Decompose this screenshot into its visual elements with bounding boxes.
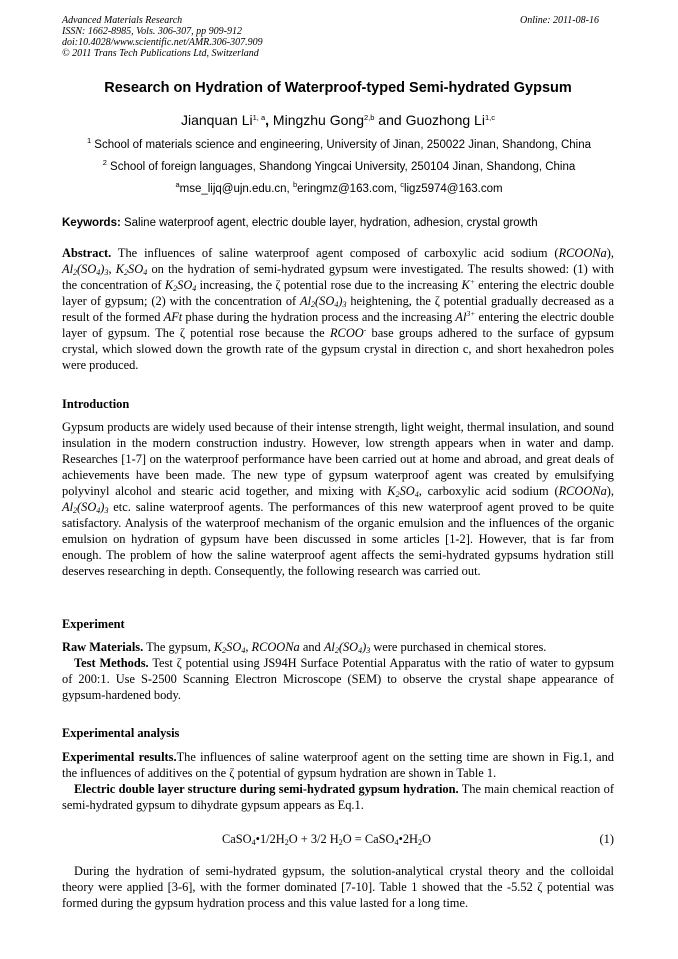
test-methods-label: Test Methods. xyxy=(74,656,149,670)
double-layer-label: Electric double layer structure during semi-hydrated gypsum hydration. xyxy=(74,782,459,796)
author-3: Guozhong Li xyxy=(405,112,485,128)
hydration-paragraph: During the hydration of semi-hydrated gypsum, the solution-analytical crystal theory and the colloidal theory were applied [3-6], with the former dominated [7-10]. Table 1 showed that the -5.52 ζ potential was formed during the gypsum hydration process and this value lasted for a long time. xyxy=(62,864,614,910)
doi-line: doi:10.4028/www.scientific.net/AMR.306-307.909 xyxy=(62,37,263,48)
affiliation-1: $^1$ School of materials science and engineering, University of Jinan, 250022 Jinan, Shandong, China xyxy=(86,136,592,151)
raw-materials-label: Raw Materials. xyxy=(62,640,144,654)
experimental-results-label: Experimental results. xyxy=(62,750,177,764)
experiment-paragraph: Raw Materials. The gypsum, $K_2SO_4$, RCOONa and $Al_2(SO_4)_3$ were purchased in chemical stores. Test Methods. Test ζ potential using JS94H Surface Potential Apparatus with the ratio of water to gypsum of 200:1. Use S-2500 Scanning Electron Microscope (SEM) to observe the crystal shape appearance of gypsum-hardened body. xyxy=(62,640,615,702)
email-link[interactable]: ligz5974@163.com xyxy=(403,183,503,195)
keywords-text: Saline waterproof agent, electric double layer, hydration, adhesion, crystal growth xyxy=(120,217,538,229)
introduction-paragraph: Gypsum products are widely used because of their intense strength, light weight, thermal insulation, and sound insulation in the modern construction industry. However, low strength appears when in water and damp. Researches [1-7] on the waterproof performance have been carried out at home and abroad, and great deals of achievements have been made. The new type of gypsum waterproof agent was created by emulsifying polyvinyl alcohol and stearic acid together, and mixing with $K_2SO_4$, carboxylic acid sodium (RCOONa), $Al_2(SO_4)_3$ etc. saline waterproof agents. The performances of this new waterproof agent proved to be quite satisfactory. Analysis of the waterproof mechanism of the organic emulsion and the influences of the organic emulsion on hydration of gypsum have been discussed in some articles [1-2]. However, that is far from enough. The problem of how the saline waterproof agent affects the semi-hydrated gypsums hydration still deserves researching in depth. Consequently, the following research was carried out. xyxy=(62,420,615,578)
issn-line: ISSN: 1662-8985, Vols. 306-307, pp 909-912 xyxy=(62,26,242,37)
abstract-paragraph: Abstract. The influences of saline waterproof agent composed of carboxylic acid sodium (RCOONa), $Al_2(SO_4)_3$, $K_2SO_4$ on the hydration of semi-hydrated gypsum were investigated. The results showed: (1) with the concentration of $K_2SO_4$ increasing, the ζ potential rose due to the increasing K+ entering the electric double layer of gypsum; (2) with the concentration of $Al_2(SO_4)_3$ heightening, the ζ potential gradually decreased as a result of the formed AFt phase during the hydration process and the increasing $Al^{3+}$ entering the electric double layer of gypsum. The ζ potential rose because the RCOO- base groups adhered to the surface of gypsum crystal, which slowed down the growth rate of the gypsum crystal in direction c, and short hexahedron poles were produced. xyxy=(62,246,615,372)
author-2-affiliation: 2,b xyxy=(363,113,375,122)
abstract-label: Abstract. xyxy=(62,246,112,260)
journal-name: Advanced Materials Research xyxy=(62,15,183,26)
email-line: $^a$mse_lijq@ujn.edu.cn, $^b$eringmz@163.com, $^c$ligz5974@163.com xyxy=(175,180,503,195)
author-list xyxy=(62,112,614,128)
copyright-line: © 2011 Trans Tech Publications Ltd, Switzerland xyxy=(62,48,259,59)
equation-number: (1) xyxy=(599,832,614,846)
equation-formula: $CaSO_4•1/2H_2O + 3/2$ $H_2O$ = $CaSO_4•2H_2O$ xyxy=(222,832,431,847)
section-heading-introduction: Introduction xyxy=(62,397,130,411)
author-3-affiliation: 1,c xyxy=(484,113,495,122)
keywords-label: Keywords: xyxy=(62,217,121,229)
affiliation-2: $^2$ School of foreign languages, Shandong Yingcai University, 250104 Jinan, Shandong, China xyxy=(102,158,576,173)
keywords xyxy=(62,217,622,229)
author-1-affiliation: 1, a xyxy=(252,113,266,122)
author-1: Jianquan Li xyxy=(181,112,253,128)
analysis-paragraph: Experimental results.The influences of saline waterproof agent on the setting time are shown in Fig.1, and the influences of additives on the ζ potential of gypsum hydration are shown in Table 1. Electric double layer structure during semi-hydrated gypsum hydration. The main chemical reaction of semi-hydrated gypsum to dihydrate gypsum appears as Eq.1. xyxy=(62,750,614,812)
section-heading-analysis: Experimental analysis xyxy=(62,726,180,740)
section-heading-experiment: Experiment xyxy=(62,617,125,631)
author-2: Mingzhu Gong xyxy=(272,112,364,128)
journal-header xyxy=(62,15,263,59)
author-separator: and xyxy=(374,112,406,128)
author-separator: , xyxy=(265,112,273,128)
email-link[interactable]: eringmz@163.com, xyxy=(297,183,401,195)
online-date: Online: 2011-08-16 xyxy=(520,15,599,26)
email-link[interactable]: mse_lijq@ujn.edu.cn, xyxy=(179,183,293,195)
paper-title: Research on Hydration of Waterproof-typed Semi-hydrated Gypsum xyxy=(104,80,572,96)
